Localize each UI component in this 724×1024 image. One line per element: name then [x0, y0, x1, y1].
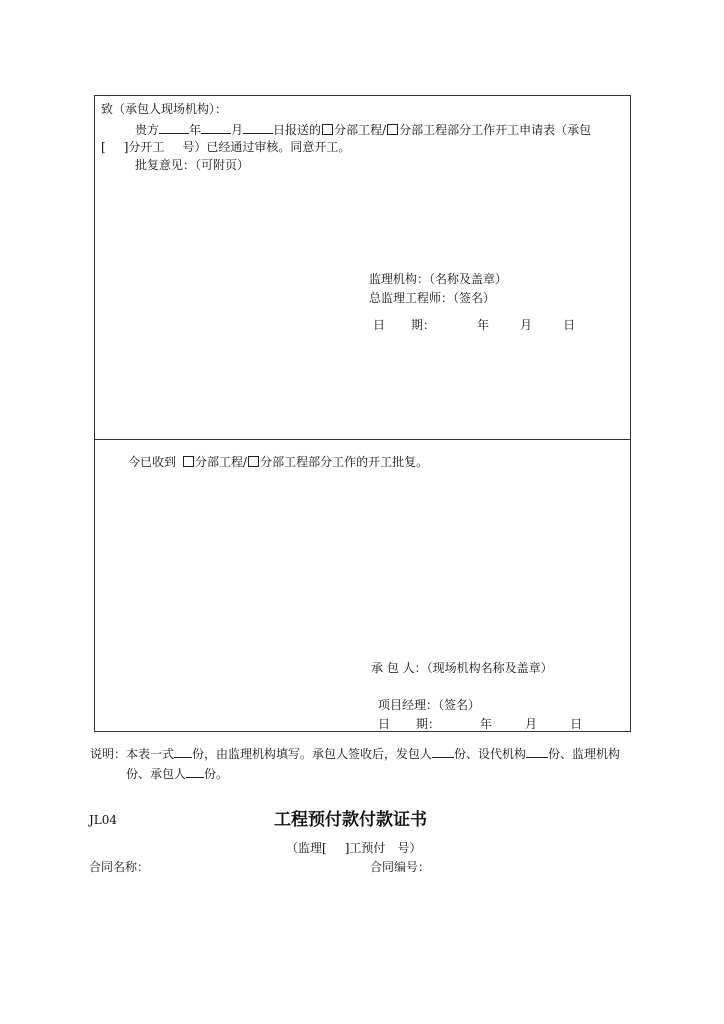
certificate-subtitle [286, 841, 421, 855]
contract-number-label: 合同编号： [370, 860, 431, 874]
checkbox-received-division-work[interactable] [183, 456, 194, 467]
date-row-2 [378, 717, 582, 731]
received-line [128, 455, 428, 469]
you-label: 贵方 [135, 123, 160, 137]
date-qi: 期： [411, 318, 436, 332]
approved-label: 号）已经通过审核。同意开工。 [182, 140, 351, 154]
to-contractor-line: 致（承包人现场机构）： [101, 102, 228, 116]
subtitle-number: 号） [397, 841, 422, 855]
date2-ri: 日 [378, 717, 391, 731]
year-label: 年 [189, 123, 202, 137]
contractor-label: 承 包 人：（现场机构名称及盖章） [371, 661, 553, 675]
date-year: 年 [477, 318, 490, 332]
chief-engineer-label: 总监理工程师：（签名） [369, 291, 496, 305]
note-copies-label: 说明：本表一式 [90, 747, 175, 761]
date2-day: 日 [570, 717, 583, 731]
application-label: 分部工程部分工作开工申请表（承包 [399, 123, 592, 137]
month-label: 月 [231, 123, 244, 137]
date-day: 日 [563, 318, 576, 332]
date2-year: 年 [480, 717, 493, 731]
table-divider [94, 439, 631, 440]
date2-month: 月 [525, 717, 538, 731]
form-code: JL04 [89, 813, 118, 827]
notice-table-frame [94, 95, 631, 732]
submission-line [135, 122, 591, 137]
supervisor-org-label: 监理机构：（名称及盖章） [369, 272, 508, 286]
date-row-1 [373, 318, 575, 332]
note-line-2 [126, 766, 228, 781]
note-fill-label: 份，由监理机构填写。承包人签收后，发包人 [192, 747, 433, 761]
month-blank[interactable] [201, 122, 231, 134]
received-label: 今已收到 [128, 455, 177, 469]
date-ri: 日 [373, 318, 386, 332]
year-blank[interactable] [159, 122, 189, 134]
certificate-title: 工程预付款付款证书 [274, 810, 427, 830]
day-submitted-label: 日报送的 [273, 123, 322, 137]
note-supervisor-label: 份、监理机构 [548, 747, 621, 761]
date-month: 月 [520, 318, 533, 332]
bracket-open: [ [101, 140, 106, 154]
division-work-label: 分部工程/ [334, 123, 387, 137]
project-manager-label: 项目经理：（签名） [378, 698, 481, 712]
checkbox-division-part-work[interactable] [387, 124, 398, 135]
day-blank[interactable] [243, 122, 273, 134]
received-approval-label: 分部工程部分工作的开工批复。 [260, 455, 429, 469]
approval-number-line [101, 140, 350, 154]
note-line-1 [90, 746, 620, 761]
subtitle-open: （监理[ [286, 841, 327, 855]
subtitle-prepay: ]工预付 [344, 841, 386, 855]
start-work-label: ]分开工 [123, 140, 165, 154]
contract-name-label: 合同名称： [89, 860, 150, 874]
checkbox-division-work[interactable] [322, 124, 333, 135]
note-end-label: 份。 [204, 767, 229, 781]
checkbox-received-division-part-work[interactable] [248, 456, 259, 467]
note-design-label: 份、设代机构 [454, 747, 527, 761]
date2-qi: 期： [416, 717, 441, 731]
note-contractor-label: 份、承包人 [126, 767, 187, 781]
approval-opinion-label: 批复意见：（可附页） [135, 158, 250, 172]
received-division-work-label: 分部工程/ [195, 455, 248, 469]
